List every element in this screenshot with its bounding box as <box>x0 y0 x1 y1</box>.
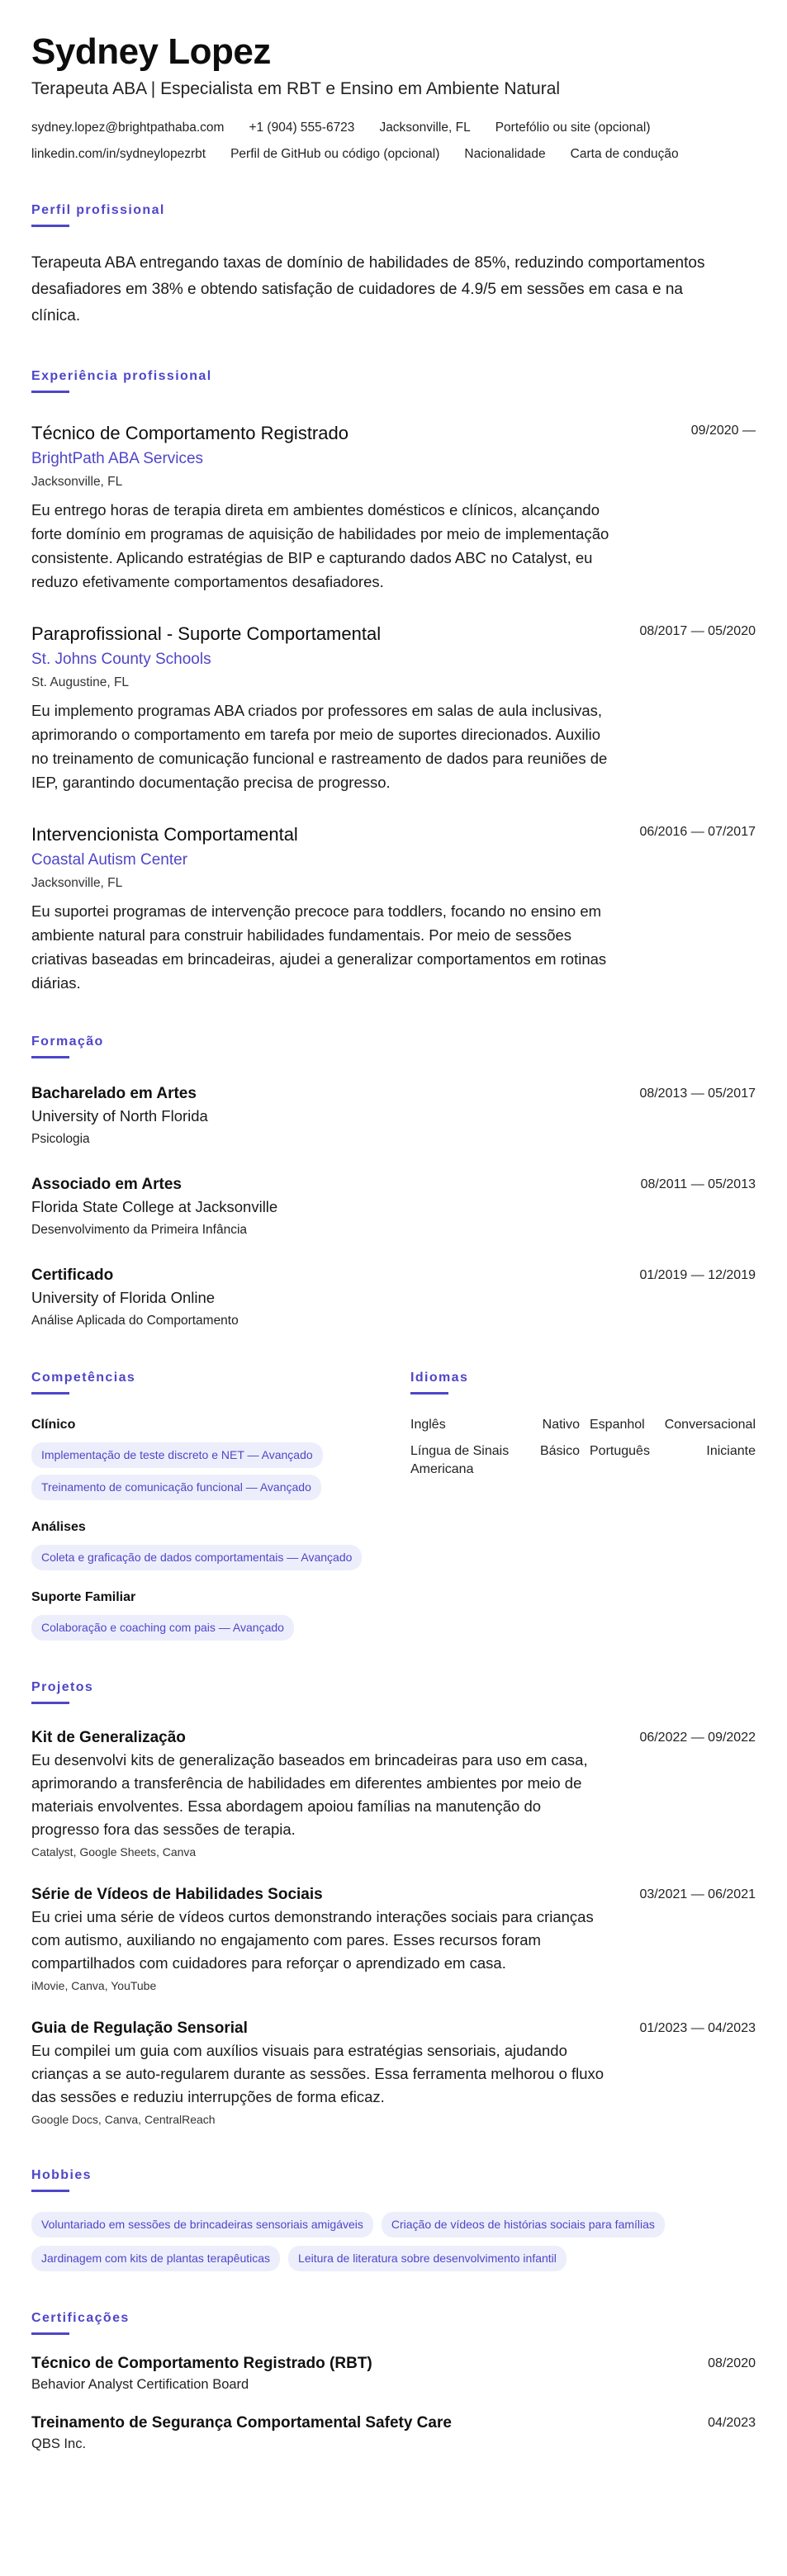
project-tools: Catalyst, Google Sheets, Canva <box>31 1845 197 1859</box>
project-tools: Google Docs, Canva, CentralReach <box>31 2113 216 2126</box>
job-location: Jacksonville, FL <box>31 475 123 489</box>
job-description: Eu implemento programas ABA criados por professores em salas de aula inclusivas, aprimorando o comportamento em tarefa por meio de suportes direcionados. Auxilio no treinamento de comunicação funcional e rastreamento de dados para reuniões de IEP, garantindo documentação precisa de progresso. <box>31 702 608 791</box>
hobby-pill: Leitura de literatura sobre desenvolvimento infantil <box>288 2246 567 2271</box>
hobby-pill: Voluntariado em sessões de brincadeiras sensoriais amigáveis <box>31 2212 373 2237</box>
contact-portfolio[interactable]: Portefólio ou site (opcional) <box>495 121 651 135</box>
skill-pill: Coleta e graficação de dados comportamentais — Avançado <box>31 1545 362 1570</box>
certification-name: Treinamento de Segurança Comportamental Safety Care <box>31 2414 452 2432</box>
section-title: Competências <box>31 1371 136 1385</box>
education-date: 01/2019 — 12/2019 <box>639 1268 756 1282</box>
project-date: 03/2021 — 06/2021 <box>639 1887 756 1901</box>
skill-pill-list <box>31 1442 376 1500</box>
education-entry <box>31 1265 756 1331</box>
candidate-name: Sydney Lopez <box>31 31 271 72</box>
skill-pill: Treinamento de comunicação funcional — Avançado <box>31 1475 321 1500</box>
section-title: Perfil profissional <box>31 203 165 217</box>
profile-section <box>31 201 756 329</box>
hobby-pill: Criação de vídeos de histórias sociais para famílias <box>382 2212 665 2237</box>
job-company: BrightPath ABA Services <box>31 450 204 467</box>
contact-phone[interactable]: +1 (904) 555-6723 <box>249 121 355 135</box>
skill-group-title: Clínico <box>31 1418 76 1432</box>
contact-location: Jacksonville, FL <box>379 121 471 135</box>
education-degree: Bacharelado em Artes <box>31 1085 197 1102</box>
contact-linkedin[interactable]: linkedin.com/in/sydneylopezrbt <box>31 147 206 161</box>
certifications-section <box>31 2309 756 2454</box>
certification-issuer: QBS Inc. <box>31 2436 87 2451</box>
education-field: Desenvolvimento da Primeira Infância <box>31 1223 248 1237</box>
skill-pill: Colaboração e coaching com pais — Avançado <box>31 1615 294 1641</box>
language-level: Iniciante <box>706 1444 756 1458</box>
section-title: Idiomas <box>410 1371 469 1385</box>
project-date: 06/2022 — 09/2022 <box>639 1731 756 1745</box>
job-date: 08/2017 — 05/2020 <box>639 624 756 638</box>
section-title: Projetos <box>31 1680 94 1694</box>
project-tools: iMovie, Canva, YouTube <box>31 1979 157 1992</box>
section-divider <box>31 1392 69 1395</box>
skill-group <box>31 1518 376 1570</box>
projects-section <box>31 1679 756 2129</box>
section-divider <box>410 1392 448 1395</box>
contact-driving-license: Carta de condução <box>570 147 679 161</box>
languages-section <box>410 1369 756 1641</box>
certification-entry <box>31 2353 756 2394</box>
job-entry <box>31 622 756 794</box>
language-level: Conversacional <box>664 1418 756 1432</box>
project-date: 01/2023 — 04/2023 <box>639 2021 756 2035</box>
section-title: Formação <box>31 1035 104 1049</box>
language-row <box>410 1442 756 1479</box>
skill-group <box>31 1589 376 1641</box>
language-row <box>410 1416 756 1434</box>
job-entry <box>31 421 756 594</box>
education-degree: Associado em Artes <box>31 1176 182 1193</box>
certification-date: 04/2023 <box>708 2416 756 2430</box>
contact-list <box>31 119 756 163</box>
language-item <box>583 1416 756 1434</box>
skill-group <box>31 1416 376 1500</box>
skills-section <box>31 1369 376 1641</box>
education-field: Análise Aplicada do Comportamento <box>31 1314 239 1328</box>
education-field: Psicologia <box>31 1132 90 1146</box>
skill-group-title: Análises <box>31 1520 86 1534</box>
project-description: Eu desenvolvi kits de generalização baseados em brincadeiras para uso em casa, aprimorando a transferência de habilidades em diferentes ambientes por meio de materiais envolventes. Essa abordagem apoiou famílias na manutenção do progresso fora das sessões de terapia. <box>31 1751 588 1838</box>
education-entry <box>31 1083 756 1149</box>
certification-name: Técnico de Comportamento Registrado (RBT) <box>31 2355 372 2372</box>
experience-section <box>31 367 756 995</box>
hobby-pill: Jardinagem com kits de plantas terapêuticas <box>31 2246 280 2271</box>
language-level: Nativo <box>542 1418 580 1432</box>
education-school: University of North Florida <box>31 1107 208 1125</box>
job-title: Paraprofissional - Suporte Comportamental <box>31 623 382 644</box>
education-entry <box>31 1174 756 1240</box>
project-entry <box>31 1727 756 1861</box>
language-item <box>410 1442 583 1479</box>
certification-date: 08/2020 <box>708 2356 756 2370</box>
language-name: Português <box>590 1444 650 1458</box>
section-divider <box>31 1702 69 1704</box>
education-section <box>31 1033 756 1331</box>
skill-pill-list <box>31 1545 376 1570</box>
contact-nationality: Nacionalidade <box>464 147 546 161</box>
section-title: Experiência profissional <box>31 369 212 383</box>
job-title: Técnico de Comportamento Registrado <box>31 423 348 443</box>
section-divider <box>31 2190 69 2192</box>
education-date: 08/2011 — 05/2013 <box>640 1177 756 1191</box>
project-entry <box>31 1884 756 1995</box>
hobbies-section <box>31 2166 756 2271</box>
contact-github[interactable]: Perfil de GitHub ou código (opcional) <box>230 147 440 161</box>
language-item <box>583 1442 756 1479</box>
resume-header <box>31 31 756 163</box>
language-item <box>410 1416 583 1434</box>
profile-summary: Terapeuta ABA entregando taxas de domínio de habilidades de 85%, reduzindo comportamentos desafiadores em 38% e obtendo satisfação de cuidadores de 4.9/5 em sessões em casa e na clínica. <box>31 254 705 324</box>
education-degree: Certificado <box>31 1267 114 1284</box>
certification-entry <box>31 2413 756 2454</box>
language-level: Básico <box>539 1444 580 1458</box>
project-name: Guia de Regulação Sensorial <box>31 2020 248 2037</box>
skill-pill: Implementação de teste discreto e NET — Avançado <box>31 1442 323 1468</box>
job-title: Intervencionista Comportamental <box>31 824 298 845</box>
project-entry <box>31 2018 756 2129</box>
project-description: Eu criei uma série de vídeos curtos demonstrando interações sociais para crianças com autismo, auxiliando no engajamento com pares. Esses recursos foram compartilhados com cuidadores para reforçar o aprendizado em casa. <box>31 1908 594 1972</box>
job-location: Jacksonville, FL <box>31 876 123 890</box>
project-name: Kit de Generalização <box>31 1729 186 1746</box>
section-divider <box>31 2332 69 2335</box>
job-company: Coastal Autism Center <box>31 851 188 869</box>
certification-issuer: Behavior Analyst Certification Board <box>31 2377 249 2392</box>
project-name: Série de Vídeos de Habilidades Sociais <box>31 1886 323 1903</box>
education-date: 08/2013 — 05/2017 <box>639 1087 756 1101</box>
language-name: Inglês <box>410 1418 446 1432</box>
skill-group-title: Suporte Familiar <box>31 1590 136 1604</box>
job-date: 09/2020 — <box>690 424 756 438</box>
job-description: Eu suportei programas de intervenção precoce para toddlers, focando no ensino em ambiente natural para construir habilidades fundamentais. Por meio de sessões criativas baseadas em brincadeiras, ajudei a generalizar comportamentos em rotinas diárias. <box>31 902 607 992</box>
language-name: Língua de Sinais Americana <box>410 1444 510 1476</box>
skills-languages-row <box>31 1369 756 1641</box>
education-school: Florida State College at Jacksonville <box>31 1198 278 1215</box>
job-location: St. Augustine, FL <box>31 675 130 689</box>
section-divider <box>31 225 69 227</box>
section-title: Hobbies <box>31 2168 92 2182</box>
education-school: University of Florida Online <box>31 1289 216 1306</box>
project-description: Eu compilei um guia com auxílios visuais para estratégias sensoriais, ajudando crianças a se auto-regularem durante as sessões. Essa ferramenta melhorou o fluxo das sessões e reduziu interrupções de forma eficaz. <box>31 2042 604 2105</box>
skill-pill-list <box>31 1615 376 1641</box>
section-title: Certificações <box>31 2311 130 2325</box>
job-company: St. Johns County Schools <box>31 651 211 668</box>
hobby-pill-list <box>31 2212 742 2271</box>
contact-email[interactable]: sydney.lopez@brightpathaba.com <box>31 121 225 135</box>
job-entry <box>31 822 756 995</box>
language-list <box>410 1416 756 1479</box>
language-name: Espanhol <box>590 1418 645 1432</box>
job-date: 06/2016 — 07/2017 <box>639 825 756 839</box>
section-divider <box>31 1056 69 1058</box>
job-description: Eu entrego horas de terapia direta em ambientes domésticos e clínicos, alcançando forte domínio em programas de aquisição de habilidades por meio de implementação consistente. Aplicando estratégias de BIP e capturando dados ABC no Catalyst, eu reduzo efetivamente comportamentos desafiadores. <box>31 501 609 590</box>
section-divider <box>31 391 69 393</box>
candidate-headline: Terapeuta ABA | Especialista em RBT e Ensino em Ambiente Natural <box>31 79 561 98</box>
